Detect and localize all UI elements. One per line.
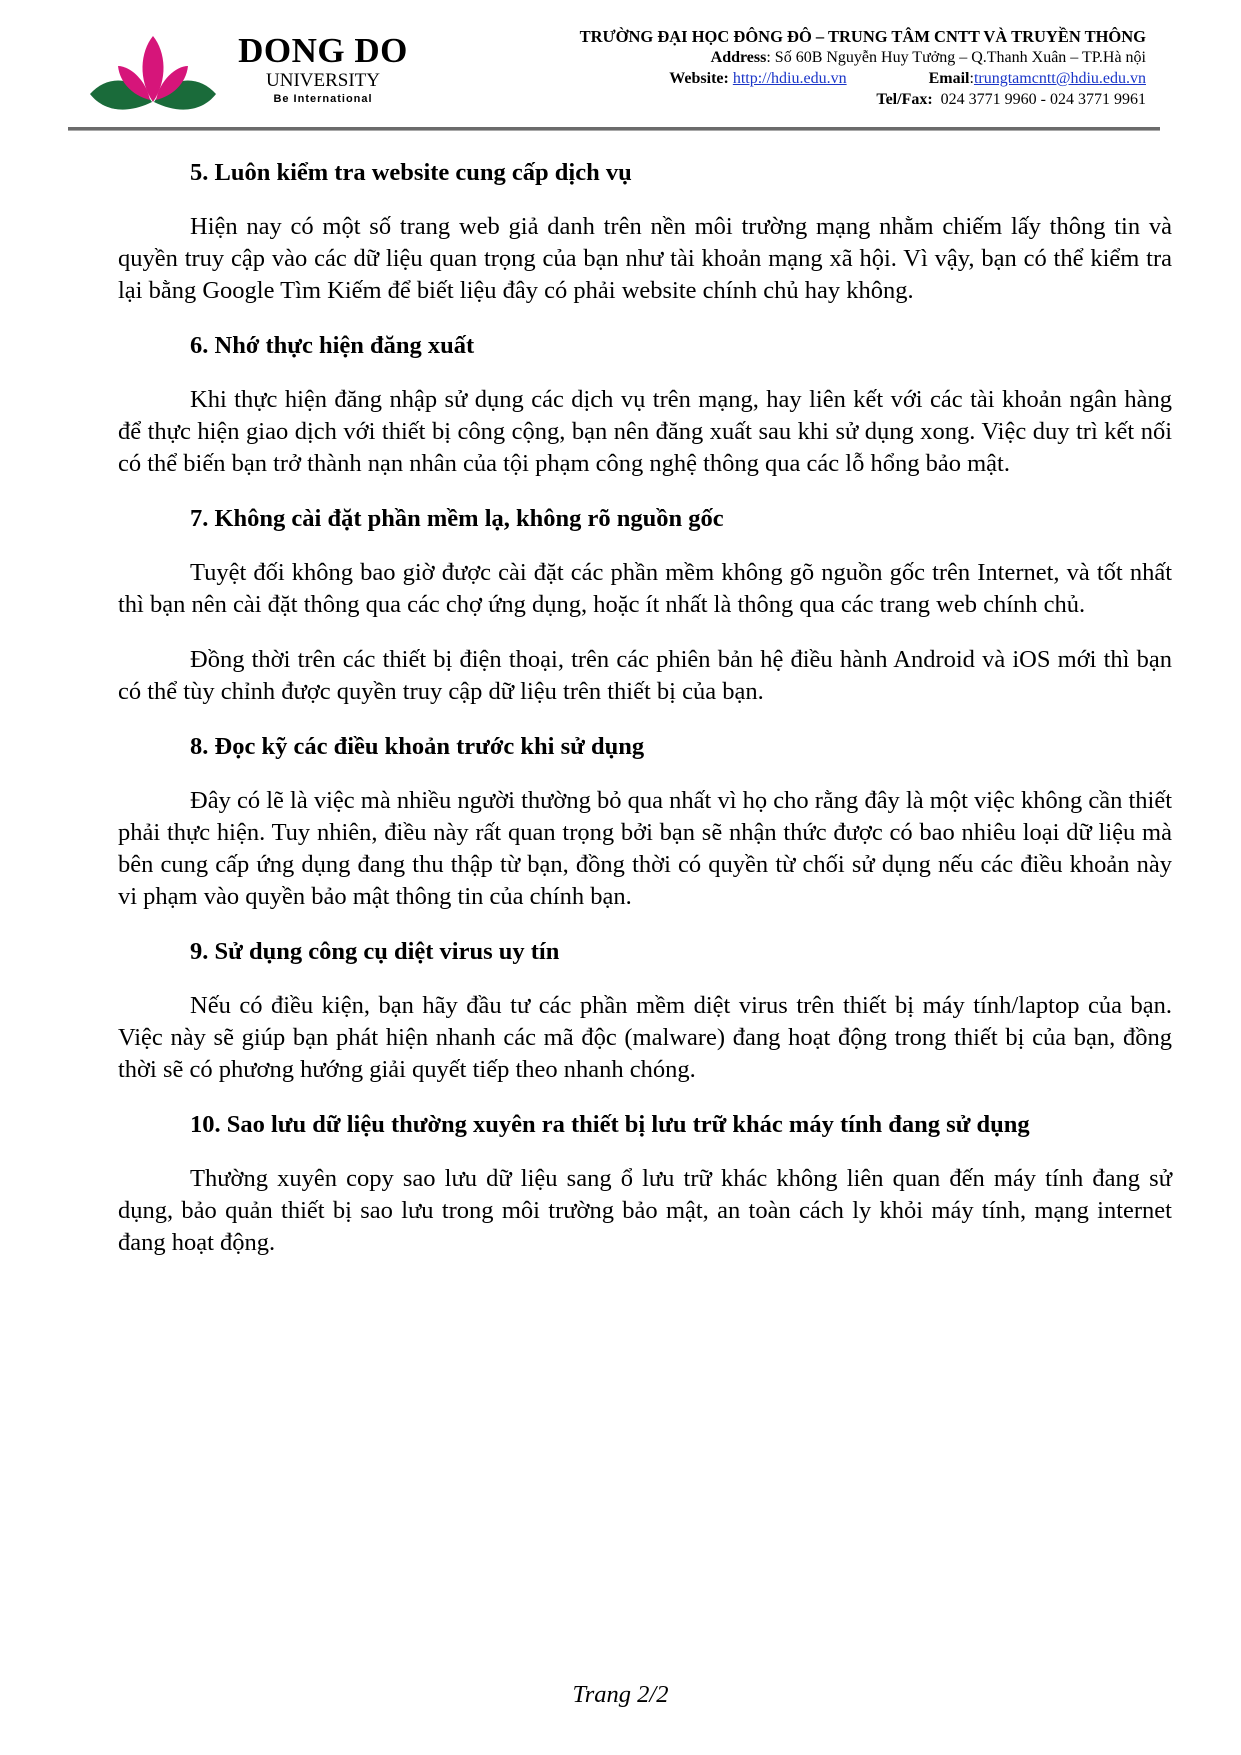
section-heading: 6. Nhớ thực hiện đăng xuất <box>190 332 475 359</box>
section-paragraph: Hiện nay có một số trang web giả danh trên nền môi trường mạng nhằm chiếm lấy thông tin và quyền truy cập vào các dữ liệu quan trọng của bạn như tài khoản mạng xã hội. Vì vậy, bạn có thể kiểm tra lại bằng Google Tìm Kiếm để biết liệu đây có phải website chính chủ hay không. <box>118 213 1172 304</box>
brand-block <box>223 32 423 107</box>
brand-name: DONG DO <box>238 31 408 70</box>
section-paragraph: Đồng thời trên các thiết bị điện thoại, trên các phiên bản hệ điều hành Android và iOS mới thì bạn có thể tùy chỉnh được quyền truy cập dữ liệu trên thiết bị của bạn. <box>118 646 1172 705</box>
section-heading: 9. Sử dụng công cụ diệt virus uy tín <box>190 938 560 965</box>
address-label: Address <box>710 49 767 66</box>
section-5 <box>118 157 1172 307</box>
email-label: Email <box>928 70 970 87</box>
section-paragraph: Khi thực hiện đăng nhập sử dụng các dịch vụ trên mạng, hay liên kết với các tài khoản ngân hàng để thực hiện giao dịch với thiết bị công cộng, bạn nên đăng xuất sau khi sử dụng xong. Việc duy trì kết nối có thể biến bạn trở thành nạn nhân của tội phạm công nghệ thông qua các lỗ hổng bảo mật. <box>118 386 1172 477</box>
page-header <box>68 20 1158 128</box>
web-email-line: Website: http://hdiu.edu.vn Email:trungtamcntt@hdiu.edu.vn <box>669 70 1146 87</box>
section-10 <box>118 1109 1172 1259</box>
section-8 <box>118 731 1172 913</box>
header-divider <box>68 127 1160 131</box>
section-paragraph: Đây có lẽ là việc mà nhiều người thường bỏ qua nhất vì họ cho rằng đây là một việc không cần thiết phải thực hiện. Tuy nhiên, điều này rất quan trọng bởi bạn sẽ nhận thức được có bao nhiêu loại dữ liệu mà bên cung cấp ứng dụng đang thu thập từ bạn, đồng thời có quyền từ chối sử dụng nếu các điều khoản này vi phạm vào quyền bảo mật thông tin của chính bạn. <box>118 787 1172 910</box>
website-link[interactable]: http://hdiu.edu.vn <box>732 70 847 87</box>
lotus-icon <box>88 32 218 122</box>
tel-line <box>580 89 1146 110</box>
section-paragraph: Tuyệt đối không bao giờ được cài đặt các phần mềm không gõ nguồn gốc trên Internet, và tốt nhất thì bạn nên cài đặt thông qua các chợ ứng dụng, hoặc ít nhất là thông qua các trang web chính chủ. <box>118 559 1172 618</box>
address-line <box>580 47 1146 68</box>
tel-value: 024 3771 9960 - 024 3771 9961 <box>940 91 1146 108</box>
section-heading: 7. Không cài đặt phần mềm lạ, không rõ nguồn gốc <box>190 505 724 532</box>
brand-tagline: Be International <box>273 93 373 105</box>
email-link[interactable]: trungtamcntt@hdiu.edu.vn <box>973 70 1146 87</box>
document-body <box>118 157 1172 1282</box>
section-7 <box>118 503 1172 708</box>
brand-subtitle: UNIVERSITY <box>266 70 380 91</box>
section-6 <box>118 330 1172 480</box>
website-label: Website: <box>669 70 729 87</box>
address-value: : Số 60B Nguyễn Huy Tưởng – Q.Thanh Xuân – TP.Hà nội <box>766 49 1146 66</box>
section-paragraph: Thường xuyên copy sao lưu dữ liệu sang ổ lưu trữ khác không liên quan đến máy tính đang sử dụng, bảo quản thiết bị sao lưu trong môi trường bảo mật, an toàn cách ly khỏi máy tính, mạng internet đang hoạt động. <box>118 1165 1172 1256</box>
section-9 <box>118 936 1172 1086</box>
org-title: TRƯỜNG ĐẠI HỌC ĐÔNG ĐÔ – TRUNG TÂM CNTT VÀ TRUYỀN THÔNG <box>579 27 1146 46</box>
section-heading: 5. Luôn kiểm tra website cung cấp dịch vụ <box>190 159 632 186</box>
section-heading: 8. Đọc kỹ các điều khoản trước khi sử dụng <box>190 733 645 760</box>
page-number: Trang 2/2 <box>572 1681 669 1708</box>
tel-label: Tel/Fax: <box>876 91 933 108</box>
section-paragraph: Nếu có điều kiện, bạn hãy đầu tư các phần mềm diệt virus trên thiết bị máy tính/laptop của bạn. Việc này sẽ giúp bạn phát hiện nhanh các mã độc (malware) đang hoạt động trong thiết bị của bạn, đồng thời sẽ có phương hướng giải quyết tiếp theo nhanh chóng. <box>118 992 1172 1083</box>
section-heading: 10. Sao lưu dữ liệu thường xuyên ra thiết bị lưu trữ khác máy tính đang sử dụng <box>190 1111 1030 1138</box>
contact-block <box>580 26 1146 110</box>
